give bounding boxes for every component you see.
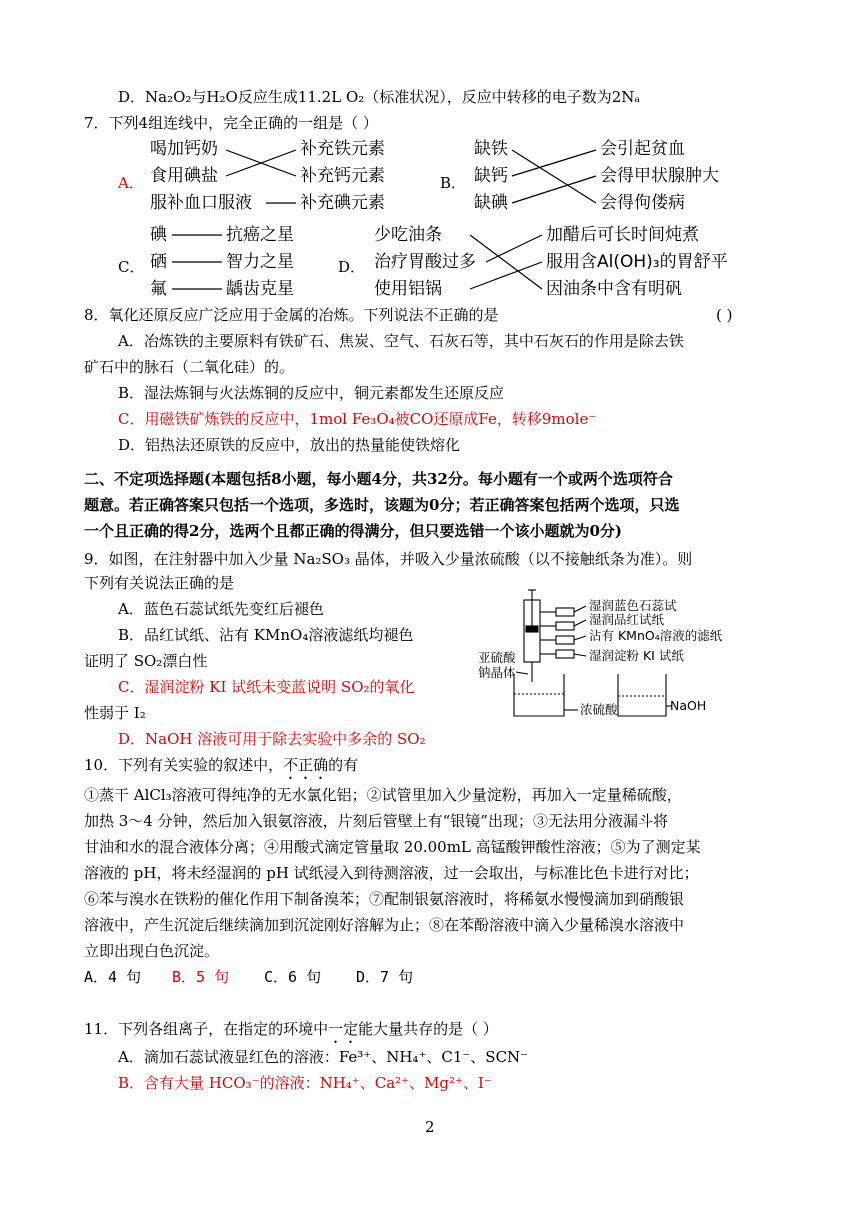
q9-label-blue-litmus: 湿润蓝色石蕊试 — [589, 598, 677, 613]
q10-text-line4: 溶液的 pH，将未经湿润的 pH 试纸浸入到待测溶液，过一会取出，与标准比色卡进行对比； — [84, 864, 699, 882]
q7-c-label: C． — [118, 258, 145, 276]
q10-option-d: D．7 句 — [356, 968, 414, 986]
q10-text-line2: 加热 3～4 分钟，然后加入银氨溶液，片刻后管壁上有“银镜”出现；③无法用分液漏斗将 — [84, 812, 668, 830]
section2-heading-line2: 题意。若正确答案只包括一个选项，多选时，该题为0分；若正确答案包括两个选项，只选 — [84, 496, 680, 514]
q8-option-d: D．铝热法还原铁的反应中，放出的热量能使铁熔化 — [118, 436, 461, 454]
q9-option-b-line2: 证明了 SO₂漂白性 — [84, 652, 208, 670]
q9-option-d: D．NaOH 溶液可用于除去实验中多余的 SO₂ — [118, 730, 426, 748]
q8-option-b: B．湿法炼铜与火法炼铜的反应中，铜元素都发生还原反应 — [118, 384, 505, 402]
q8-option-c: C．用磁铁矿炼铁的反应中，1mol Fe₃O₄被CO还原成Fe，转移9mole⁻ — [118, 410, 597, 428]
q7-b-left-3: 缺碘 — [474, 193, 508, 213]
q10-text-line7: 立即出现白色沉淀。 — [84, 942, 220, 960]
q7-c-left-2: 硒 — [150, 252, 167, 272]
q7-d-left-1: 少吃油条 — [374, 225, 442, 245]
q9-stem-line1: 9．如图，在注射器中加入少量 Na₂SO₃ 晶体，并吸入少量浓硫酸（以不接触纸条为准）。则 — [84, 550, 693, 568]
q9-option-c-line2: 性弱于 I₂ — [84, 704, 146, 722]
q7-a-left-3: 服补血口服液 — [150, 193, 252, 213]
q8-stem: 8．氧化还原反应广泛应用于金属的冶炼。下列说法不正确的是 — [84, 306, 499, 324]
q7-d-right-1: 加醋后可长时间炖煮 — [546, 225, 699, 245]
q8-option-a-line2: 矿石中的脉石（二氧化硅）的。 — [84, 358, 295, 376]
q7-a-right-1: 补充铁元素 — [300, 139, 385, 159]
q9-option-a: A．蓝色石蕊试纸先变红后褪色 — [118, 600, 324, 618]
q11-option-b: B．含有大量 HCO₃⁻的溶液：NH₄⁺、Ca²⁺、Mg²⁺、I⁻ — [118, 1074, 492, 1092]
q9-label-conc-sulfuric: 浓硫酸 — [580, 702, 618, 717]
q7-a-label: A． — [118, 174, 144, 192]
q7-d-label: D． — [338, 258, 366, 276]
q10-text-line3: 甘油和水的混合液体分离；④用酸式滴定管量取 20.00mL 高锰酸钾酸性溶液；⑤为了测定某 — [84, 838, 701, 856]
section2-heading-line1: 二、不定项选择题(本题包括8小题，每小题4分，共32分。每小题有一个或两个选项符合 — [84, 470, 673, 488]
section2-heading-line3: 一个且正确的得2分，选两个且都正确的得满分，但只要选错一个该小题就为0分) — [84, 522, 622, 540]
q7-c-left-1: 碘 — [150, 225, 167, 245]
q9-label-starch-ki-paper: 湿润淀粉 KI 试纸 — [589, 648, 684, 663]
q7-b-right-1: 会引起贫血 — [600, 139, 685, 159]
q7-c-right-1: 抗癌之星 — [226, 225, 294, 245]
q10-option-a: A．4 句 — [84, 968, 142, 986]
q7-a-right-2: 补充钙元素 — [300, 166, 385, 186]
q7-a-right-3: 补充碘元素 — [300, 193, 385, 213]
q9-stem-line2: 下列有关说法正确的是 — [84, 574, 235, 592]
q11-stem: 11．下列各组离子，在指定的环境中一定能大量共存的是（ ） — [84, 1020, 498, 1038]
q9-option-c-line1: C．湿润淀粉 KI 试纸未变蓝说明 SO₂的氧化 — [118, 678, 415, 696]
q9-label-naoh: NaOH — [670, 698, 707, 713]
q7-d-left-3: 使用铝锅 — [374, 279, 442, 299]
q7-c-right-3: 龋齿克星 — [226, 279, 294, 299]
q10-option-c: C．6 句 — [264, 968, 322, 986]
q9-label-magenta-paper: 湿润品红试纸 — [589, 612, 665, 627]
q7-b-left-1: 缺铁 — [474, 139, 508, 159]
q7-b-label: B． — [440, 174, 467, 192]
q7-stem: 7．下列4组连线中，完全正确的一组是（ ） — [84, 114, 378, 132]
q7-b-right-2: 会得甲状腺肿大 — [600, 166, 719, 186]
q9-label-sulfite-2: 钠晶体 — [478, 665, 516, 680]
q9-option-b-line1: B．品红试纸、沾有 KMnO₄溶液滤纸均褪色 — [118, 626, 414, 644]
q7-d-right-3: 因油条中含有明矾 — [546, 279, 682, 299]
q10-text-line6: 溶液中，产生沉淀后继续滴加到沉淀刚好溶解为止；⑧在苯酚溶液中滴入少量稀溴水溶液中 — [84, 916, 685, 934]
q7-b-right-3: 会得佝偻病 — [600, 193, 685, 213]
q9-label-sulfite-1: 亚硫酸 — [478, 650, 516, 665]
q7-d-right-2: 服用含Al(OH)₃的胃舒平 — [546, 252, 728, 272]
q7-d-left-2: 治疗胃酸过多 — [374, 252, 476, 272]
q7-b-left-2: 缺钙 — [474, 166, 508, 186]
q8-answer-paren: ( ) — [716, 306, 733, 324]
q10-text-line5: ⑥苯与溴水在铁粉的催化作用下制备溴苯；⑦配制银氨溶液时，将稀氨水慢慢滴加到硝酸银 — [84, 890, 685, 908]
q8-option-a-line1: A．冶炼铁的主要原料有铁矿石、焦炭、空气、石灰石等，其中石灰石的作用是除去铁 — [118, 332, 684, 350]
q7-c-left-3: 氟 — [150, 279, 167, 299]
q10-stem: 10．下列有关实验的叙述中，不正确的有 — [84, 756, 359, 774]
q7-a-left-1: 喝加钙奶 — [150, 139, 218, 159]
q9-label-kmno4-paper: 沾有 KMnO₄溶液的滤纸 — [589, 628, 723, 643]
q10-text-line1: ①蒸干 AlCl₃溶液可得纯净的无水氯化铝；②试管里加入少量淀粉，再加入一定量稀硫酸， — [84, 786, 682, 804]
q7-c-right-2: 智力之星 — [226, 252, 294, 272]
q7-a-left-2: 食用碘盐 — [150, 166, 218, 186]
q6-option-d: D．Na₂O₂与H₂O反应生成11.2L O₂（标准状况），反应中转移的电子数为2Nₐ — [118, 88, 641, 106]
q10-option-b: B．5 句 — [172, 968, 230, 986]
page-number: 2 — [425, 1118, 435, 1136]
q11-option-a: A．滴加石蕊试液显红色的溶液：Fe³⁺、NH₄⁺、C1⁻、SCN⁻ — [118, 1048, 529, 1066]
